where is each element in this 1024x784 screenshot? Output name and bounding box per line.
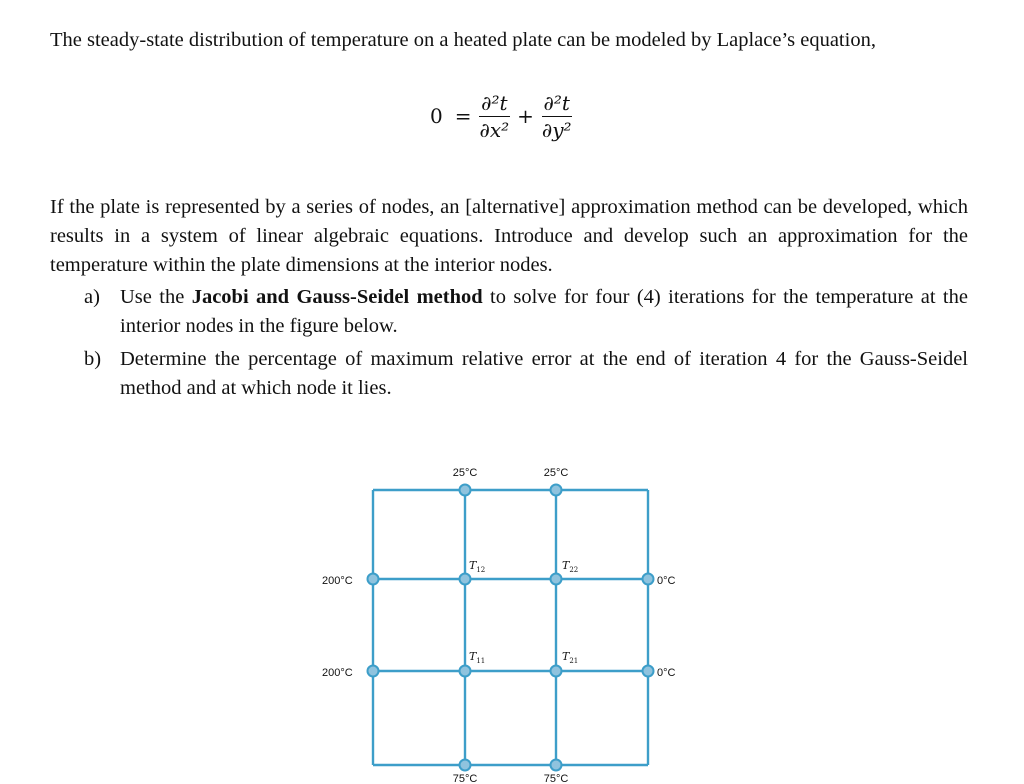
label-t11-sub: 11 [476,657,486,665]
laplace-equation [430,84,576,148]
label-left-upper: 200°C [322,575,353,587]
question-a-text [120,283,968,341]
question-a [84,283,968,341]
grid-nodes [368,485,654,771]
node-t11 [460,666,471,677]
question-a-marker: a) [84,286,100,308]
label-top-right: 25°C [543,467,569,479]
label-t12 [469,559,485,574]
node-right-lower [643,666,654,677]
term-y-numerator: ∂²t [543,90,570,115]
label-t12-base: T [469,559,477,572]
node-left-lower [368,666,379,677]
term-x-numerator: ∂²t [481,90,508,115]
label-t21-base: T [562,650,570,663]
body-paragraph: If the plate is represented by a series of nodes, an [alternative] approximation method can be developed, which results in a system of linear algebraic equations. Introduce and develop such an approximation for the temperature within the plate dimensions at the interior nodes. [50,195,968,276]
label-bottom-left: 75°C [452,773,478,784]
node-t22 [551,574,562,585]
intro-paragraph: The steady-state distribution of temperature on a heated plate can be modeled by Laplace’s equation, [50,28,876,51]
question-a-pre: Use the [120,286,192,308]
question-b-pre: Determine the percentage of maximum relative error at the end of iteration 4 for the Gauss-Seidel method and at which node it lies. [120,348,968,399]
equation-equals: = [454,104,472,128]
label-t22-sub: 22 [569,566,579,574]
label-top-left: 25°C [452,467,478,479]
node-right-upper [643,574,654,585]
question-a-post: to solve for four (4) iterations for the temperature at the interior nodes in the figure below. [120,286,968,337]
equation-lhs: 0 [430,104,443,128]
label-t11-base: T [469,650,477,663]
equation-plus: + [517,104,534,128]
label-t22-base: T [562,559,570,572]
label-t11 [469,650,485,665]
term-x-denominator: ∂x² [479,117,510,142]
plate-grid-figure [300,455,720,784]
node-top-right [551,485,562,496]
question-b-text [120,345,968,403]
term-y-denominator: ∂y² [541,117,572,142]
question-list [84,283,968,407]
node-bottom-left [460,760,471,771]
label-t22 [562,559,578,574]
label-right-lower: 0°C [657,667,676,679]
label-bottom-right: 75°C [543,773,569,784]
node-t21 [551,666,562,677]
node-left-upper [368,574,379,585]
plate-grid-svg [300,455,720,784]
node-t12 [460,574,471,585]
grid-lines [373,490,648,765]
equation-term-x [478,90,512,143]
question-b [84,345,968,403]
question-a-bold: Jacobi and Gauss-Seidel method [191,286,483,308]
equation-term-y [540,90,574,143]
label-right-upper: 0°C [657,575,676,587]
label-t21 [562,650,578,665]
node-bottom-right [551,760,562,771]
label-left-lower: 200°C [322,667,353,679]
label-t12-sub: 12 [476,566,486,574]
label-t21-sub: 21 [569,657,579,665]
node-top-left [460,485,471,496]
question-b-marker: b) [84,348,102,370]
